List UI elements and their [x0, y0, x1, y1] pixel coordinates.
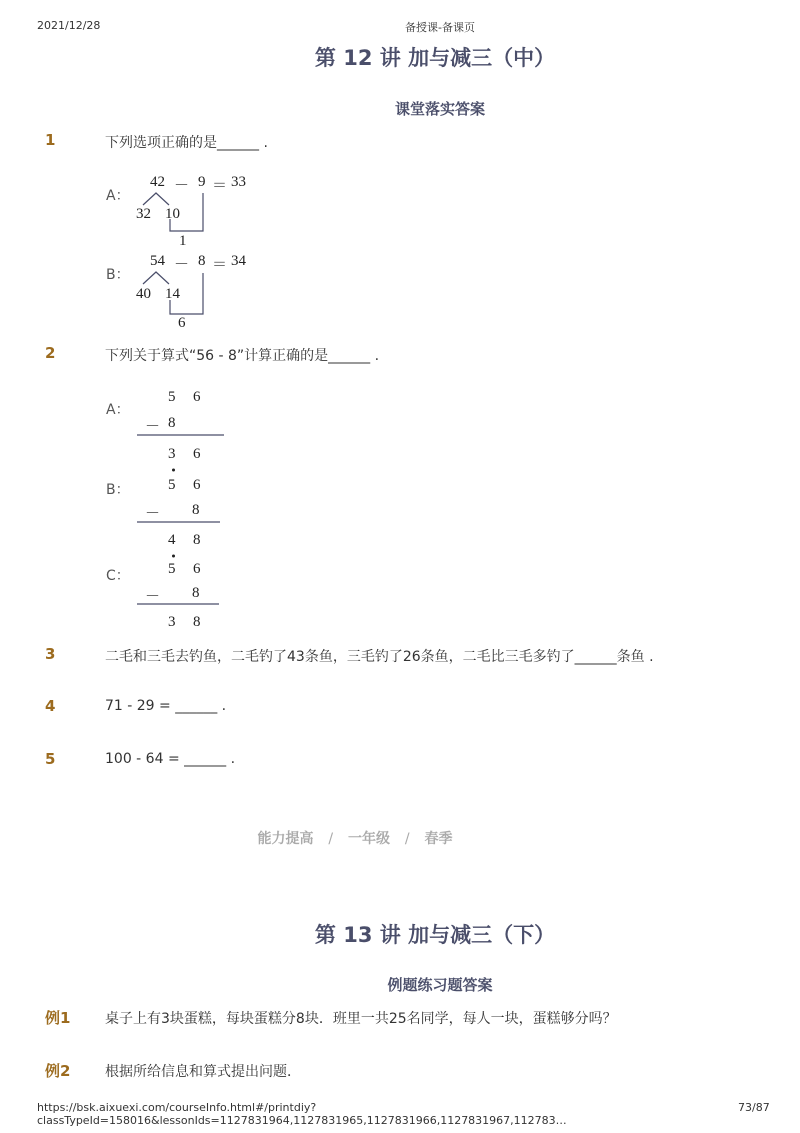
q1b-result: 34	[231, 253, 246, 269]
q2c-result-tens: 3	[168, 614, 176, 630]
q2c-result-ones: 8	[193, 614, 201, 630]
question-3-text: 二毛和三毛去钓鱼，二毛钓了43条鱼，三毛钓了26条鱼，二毛比三毛多钓了______条鱼 .	[105, 649, 654, 665]
q2-option-c-label: C：	[106, 568, 130, 584]
course-tag	[0, 828, 710, 848]
q1a-minus: －	[174, 178, 190, 194]
q2b-minus: －	[145, 506, 161, 522]
example-2-text: 根据所给信息和算式提出问题．	[105, 1064, 301, 1080]
q1b-split-1: 40	[136, 286, 151, 302]
print-date: 2021/12/28	[37, 19, 101, 32]
question-3-number: 3	[45, 645, 56, 663]
q1a-bracket	[170, 193, 203, 231]
q2b-tens: 5	[168, 477, 176, 493]
course-tag-level: 能力提高	[257, 831, 314, 847]
question-5-number: 5	[45, 750, 56, 768]
q1a-minuend: 42	[150, 174, 165, 190]
q2a-ones: 6	[193, 389, 201, 405]
question-1-number: 1	[45, 131, 56, 149]
q2a-result-tens: 3	[168, 446, 176, 462]
q1b-bottom: 6	[178, 315, 186, 331]
course-tag-separator: /	[328, 831, 334, 847]
print-url: https://bsk.aixuexi.com/courseInfo.html#/printdiy?classTypeId=158016&lessonIds=1127831964,1127831965,1127831966,1127831967,112783…	[37, 1101, 567, 1127]
lesson-13-section-title: 例题练习题答案	[387, 976, 493, 994]
lesson-12-section-title: 课堂落实答案	[394, 100, 485, 118]
lesson-12-title: 第 12 讲 加与减三（中）	[314, 46, 556, 70]
q2c-ones: 6	[193, 561, 201, 577]
q1b-subtrahend: 8	[198, 253, 206, 269]
q2c-minus: －	[145, 589, 161, 605]
q2b-ones: 6	[193, 477, 201, 493]
q1a-bottom: 1	[179, 233, 187, 249]
q2c-subtrahend: 8	[192, 585, 200, 601]
question-5-text: 100 - 64 = ______ .	[105, 751, 236, 767]
q1-option-b-label: B：	[106, 267, 130, 283]
example-1-number: 例1	[45, 1009, 71, 1027]
q1b-split-2: 14	[165, 286, 180, 302]
example-2-number: 例2	[45, 1062, 71, 1080]
q2c-borrow-dot	[172, 555, 175, 558]
q1a-result: 33	[231, 174, 246, 190]
q2a-tens: 5	[168, 389, 176, 405]
course-tag-separator: /	[404, 831, 410, 847]
question-4-number: 4	[45, 697, 56, 715]
q2b-subtrahend: 8	[192, 502, 200, 518]
lesson-13-title: 第 13 讲 加与减三（下）	[314, 923, 556, 947]
course-tag-grade: 一年级	[348, 831, 390, 847]
question-1-text: 下列选项正确的是______ .	[105, 135, 268, 151]
question-4-text: 71 - 29 = ______ .	[105, 698, 227, 714]
q1a-subtrahend: 9	[198, 174, 206, 190]
question-2-text: 下列关于算式“56 - 8”计算正确的是______ .	[105, 348, 380, 364]
q1a-equals: ＝	[212, 178, 228, 194]
q2b-result-tens: 4	[168, 532, 176, 548]
q1a-split-1: 32	[136, 206, 151, 222]
q1b-minus: －	[174, 257, 190, 273]
q2b-result-ones: 8	[193, 532, 201, 548]
q2b-borrow-dot	[172, 469, 175, 472]
q1a-split-branch	[143, 193, 169, 205]
page-number: 73/87	[738, 1101, 770, 1114]
q2a-minus: －	[145, 419, 161, 435]
q1-option-a-label: A：	[106, 188, 130, 204]
course-tag-season: 春季	[424, 831, 453, 847]
q1b-minuend: 54	[150, 253, 165, 269]
q2a-subtrahend: 8	[168, 415, 176, 431]
q1b-bracket	[170, 273, 203, 314]
q1b-equals: ＝	[212, 257, 228, 273]
q2-option-a-label: A：	[106, 402, 130, 418]
q1b-split-branch	[143, 272, 169, 284]
q1a-split-2: 10	[165, 206, 180, 222]
print-header-title: 备授课-备课页	[405, 21, 475, 34]
q2a-result-ones: 6	[193, 446, 201, 462]
q2-option-b-label: B：	[106, 482, 130, 498]
question-2-number: 2	[45, 344, 56, 362]
example-1-text: 桌子上有3块蛋糕，每块蛋糕分8块．班里一共25名同学，每人一块，蛋糕够分吗？	[105, 1011, 617, 1027]
q2c-tens: 5	[168, 561, 176, 577]
